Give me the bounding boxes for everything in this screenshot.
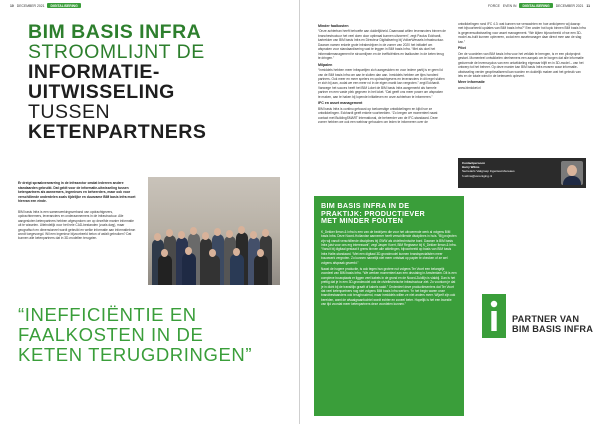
pull-quote: [18, 305, 293, 365]
avatar: [561, 161, 583, 185]
sidebar-heading-line: PRAKTIJK: PRODUCTIEVER: [321, 208, 426, 218]
text-column-1: [318, 22, 446, 127]
quote-line: FAALKOSTEN IN DE: [18, 324, 204, 345]
quote-line: “INEFFICIËNTIE EN: [18, 304, 197, 325]
title-line: TUSSEN: [28, 101, 111, 123]
page-number: 11: [586, 3, 590, 8]
running-header-left: [10, 3, 81, 8]
partner-line: BIM BASIS INFRA: [512, 324, 594, 334]
quote-line: KETEN TERUGDRINGEN”: [18, 344, 253, 365]
right-page: [300, 0, 600, 424]
partner-badge-area: [472, 196, 594, 416]
group-photo: [148, 177, 280, 285]
sidebar-paragraph: K_Dekker Ileran & Infra is een van de bedrijven die voor het uitvoerende werk al volgens BIM basis Infra. Deze Noord-Hollandse aannemer heeft verschillende disciplines in huis. “Bij projecten zijn wij vanuit verschillende disciplines bij GWW als civieltechnische bord. Daarom is BIM basis Infra juist voor ons erg interessant”, zegt Jasper Koert, BIM Regisseur bij K_Dekker Ileran & Infra. “Vanuit bij digitaal gestaat it grens binnen alle afdelingen, bijvoorbeeld op basis van BIM basis Infra Halte-standaard. “Met een digitaal 3D-grondmodel kunnen brandspecialisten meer bouwwerk vergroten. Zo kunnen namelijk niet meer ontstaat op papier te checken of ze wel volgens afspraak gewerkt.”: [321, 229, 457, 265]
body-paragraph: Om de voordelen van BIM basis Infra voor het veldlab te brengen, is er een pilotproject gestart. Momenteel ontwikkelen deelnemers een aanpak om te borgen dat alle informatie gedurende de levenscyclus van een ontwikkeling eigenaar blijft en in 3D-model – van het ontwerp tot het beheer. Op deze manier kan BIM basis Infra ervaren waar informatie-uitwisseling verder geoptimaliseerd kan worden en duidelijk maken wat het gebruik van iets en de totale winst in de ketenwerk oplevert.: [458, 51, 584, 78]
running-header-right: [488, 3, 590, 8]
title-line: STROOMLIJNT DE: [28, 41, 205, 63]
sidebar-heading-line: MET MINDER FOUTEN: [321, 216, 404, 226]
issue-date: DECEMBER 2021: [555, 3, 584, 8]
text-column-2: [458, 22, 586, 92]
contact-name: Harry Wilms: [462, 165, 480, 170]
partner-label: [512, 314, 594, 334]
sidebar-heading-line: BIM BASIS INFRA IN DE: [321, 201, 410, 210]
section-pill: DIGITALISERING: [47, 3, 80, 8]
page-number: 10: [10, 3, 14, 8]
contact-email[interactable]: h.wilms@vereniging.nl: [462, 173, 493, 178]
body-paragraph: BIM basis Infra is een samenwerkingsverband van opdrachtgevers, opdrachtnemers, leveranciers en onderaannemers in de infrastructuur. Alle aangesloten ketenpartners hebben afgesproken om op dezelfde manier informatie uit te wisselen. Uiteindelijk voor het hele CAD-bestanden (zoals dwg), maar geografisch en dimensioneel wordt gebruikt en welke informatie aan informatiebron wordt toegevoegd. Wil een ingenieur bijvoorbeeld beton of asfalt gebruiken? Dat kunnen alle ketenpartners dat in 3D-modellen terugzien.: [18, 210, 136, 241]
body-paragraph: “Onze achterban heeft behoefte aan duidelijkheid. Daarnaast willen leveranciers binnen de branchestructuur het veel doen door optimaal kunnen uitvoeren”, zegt Paulus Eckhardt, kartrekker van BIM basis Infra en Directeur Digitalisering bij VolkerWessels Infrastructuur. Daarom namen enkele grote infrabedrijven in de zomer van 2020 het initiatief om afspraken voor standaardisering vast te leggen in BIM basis Infra. “Met als doel het informatiemanagement te stroomlijnen en de inefficiënties en faalkosten in de keten terug te dringen.”: [318, 29, 446, 61]
sidebar-box: [314, 196, 464, 416]
subheading: IFC en asset management: [318, 101, 363, 106]
subheading: Meer informatie: [458, 80, 485, 85]
issue-date: DECEMBER 2021: [16, 3, 45, 8]
title-line: KETENPARTNERS: [28, 121, 207, 143]
article-title: [28, 22, 278, 142]
title-line: UITWISSELING: [28, 81, 175, 103]
subheading: Pilot: [458, 46, 466, 51]
sidebar-paragraph: Naast de hogere productie, is ook tegen hun grotere nut volgens Ter Voort een belangrijk voordeel van BIM basis Infra. “We werken momenteel aan een drustaing in Amsterdam. Dit is een complexe bouwplaats er liggen veel kabels in de grond en de Noord-Zuidlijn is vlakbij. Dan is het prettig dat je in een 3D-grondmodel ook de civieltechnische infrastructuur ziet. Zo voorkom je dat je in dicht bij de transitlijn graaft of kabels raakt.” Onderdeel deze productiesenters dat Ter Voort dat veel ketenpartners nog niet volgens BIM basis Infra werken. “In het begin waren onze brandbestaanders ook terughoudend, maar inmiddels willen ze niet anders meer. Wijzelf zijn ook bereiden, want de afvaalgraanfuchtel wordt echter en zoveel beter. Hopelijk is het een kwestie van tijd voordat meer ketenpartners deze voordelen kunnen.”: [321, 267, 457, 307]
title-line: INFORMATIE-: [28, 61, 160, 83]
header-left-label: FORCE: [487, 3, 500, 8]
subheading: Minder faalkosten: [318, 24, 349, 28]
more-info-link[interactable]: www.bimloket.nl: [458, 85, 481, 90]
contact-role: Secretaris Vakgroep Ingenieursbureaus: [462, 169, 515, 174]
sidebar-heading: [321, 202, 457, 225]
article-body-left: [18, 210, 136, 244]
body-paragraph: BIM basis Infra is continu gefocust op toekomstige ontwikkelingen en kijkt hoe ze ontwikkelingen. Eckhardt geeft enkele voorbeelden. “Zo kregen we momenteel naast contact met BuildingSMART International, de beheerder van de IFC-standaard. Deze zomer hebben we ook een webinar gehouden om leden te informeren over de: [318, 106, 438, 125]
contact-label: Contactpersoon: [462, 161, 486, 165]
article-intro: Er dreigt spraakverwarring in de infrasector omdat iedereen andere standaarden gebruikt. Dat geldt voor de informatie-uitwisseling tussen ketenpartners als aannemers, ingenieurs en beheerders, maar ook voor verschillende onderdelen zoals tijdelijke en duurzame BIM basis infra moet hiervan een einde.: [18, 181, 136, 204]
section-pill: DIGITALISERING: [519, 3, 552, 8]
body-paragraph: “Inmiddels hebben meer infrapartijen zich aangesloten en voor iedere partij is er geen lid van de BIM basis Infra om aan te sluiten dan aan. Inmiddels hebben we tijns honderd partners. Ook meer en meer spelers en opdrachtgevers en leveranciers in dit regel sluiten er zich bij aan, zodat we een meer rol in de eigen markt kan vergroten.” zegt Eckhardt. Vanwege het succes heeft het BIM Loket de BIM basis Infra aangemerkt als formele partner en een vaste plek gegeven in het loket. “Dat geeft ons meer power om afspraken te maken, aan te haken bij lopende initiatieven en onze achterban te informeren.”: [318, 68, 445, 99]
title-line: BIM BASIS INFRA: [28, 21, 202, 43]
header-middle-label: EVEN IN: [502, 3, 517, 8]
sidebar-body: [321, 230, 457, 307]
subheading: Milpalen: [318, 62, 333, 67]
info-icon: [482, 294, 506, 338]
contact-card: [458, 158, 586, 188]
partner-line: PARTNER VAN: [512, 314, 580, 324]
body-paragraph: ontwikkelingen rond IFC 4.3: wat kunnen we verwachten en hoe anticiperen wij daarop met bijvoorbeeld updates van BIM basis Infra?” Een ander hot topic binnen BIM basis Infra is gegevensuitwisseling voor asset management. “We kijken bijvoorbeeld of we een 3D-model as-built kunnen opleveren, zodat een assetmanager daar direct mee aan de slag kan.”: [458, 22, 586, 44]
